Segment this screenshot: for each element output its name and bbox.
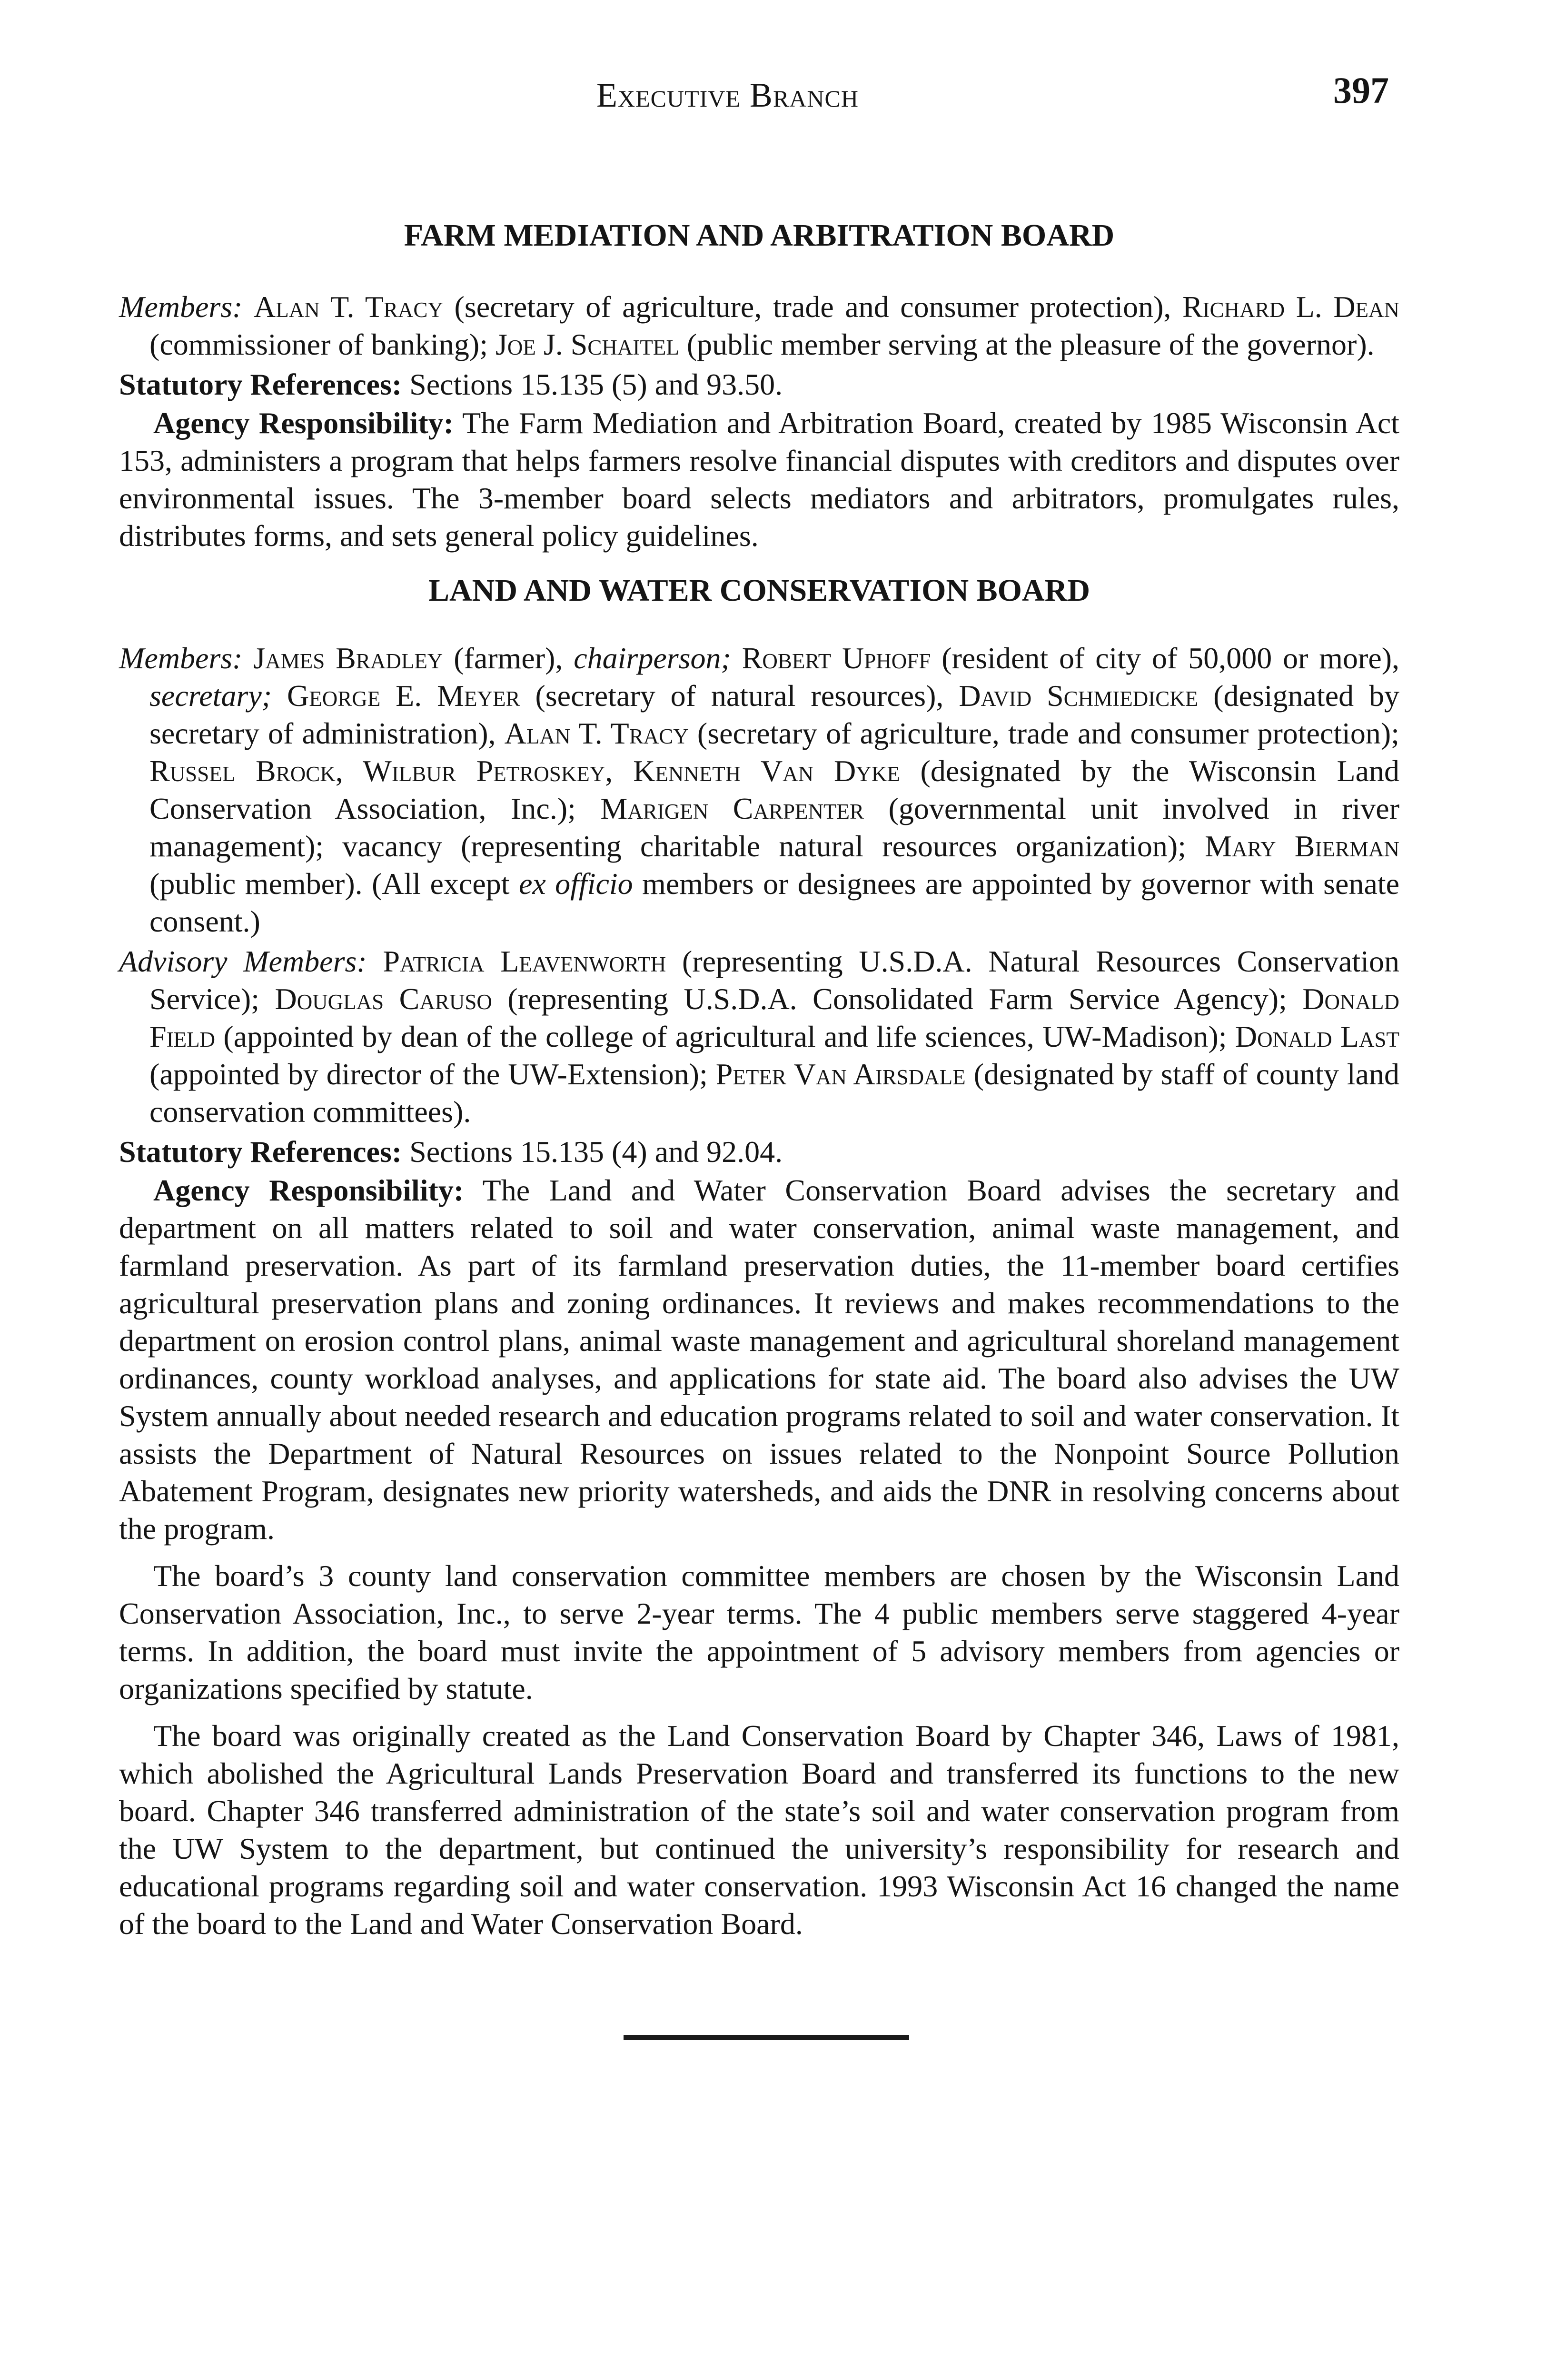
advisory-member-desc: (designated by staff of county land conservation committees). (149, 1057, 1400, 1129)
member-name: Alan T. Tracy (254, 290, 443, 324)
statutory-text: Sections 15.135 (5) and 93.50. (409, 367, 783, 401)
farm-board-heading: FARM MEDIATION AND ARBITRATION BOARD (404, 218, 1115, 253)
land-board-members (119, 639, 1399, 940)
members-note: (All except (372, 867, 510, 901)
farm-board-members (119, 288, 1399, 363)
land-board-agency-responsibility (119, 1171, 1399, 1547)
land-board-paragraph-3: The board was originally created as the Land Conservation Board by Chapter 346, Laws of 1981, which abolished the Agricultural Lands Preservation Board and transferred its functions to the new board. Chapter 346 transferred administration of the state’s soil and water conservation program from the UW System to the department, but continued the university’s responsibility for research and educational programs regarding soil and water conservation. 1993 Wisconsin Act 16 changed the name of the board to the Land and Water Conservation Board. (119, 1719, 1399, 1941)
member-desc: (public member serving at the pleasure of the governor). (686, 327, 1375, 361)
member-name: Marigen Carpenter (600, 792, 864, 825)
advisory-member-name: Donald Last (1235, 1020, 1400, 1053)
advisory-member-name: Peter Van Airsdale (715, 1057, 966, 1091)
member-desc: (commissioner of banking); (149, 327, 488, 361)
members-label: Members: (119, 290, 243, 324)
member-desc: (secretary of agriculture, trade and consumer protection); (697, 716, 1400, 750)
agency-text: The Farm Mediation and Arbitration Board, created by 1985 Wisconsin Act 153, administers a program that helps farmers resolve financial disputes with creditors and disputes over environmental issues. The 3-member board selects mediators and arbitrators, promulgates rules, distributes forms, and sets general policy guidelines. (119, 406, 1400, 553)
advisory-member-desc: (appointed by director of the UW-Extension); (149, 1057, 708, 1091)
land-board-statutory-references (119, 1133, 1399, 1170)
member-name: Richard L. Dean (1182, 290, 1400, 324)
advisory-member-name: Douglas Caruso (275, 982, 492, 1016)
advisory-member-desc: (representing U.S.D.A. Consolidated Farm Service Agency); (507, 982, 1287, 1016)
advisory-member-desc: (representing U.S.D.A. Natural Resources Conservation Service); (149, 944, 1400, 1016)
advisory-member-name: Donald Field (149, 982, 1400, 1053)
member-desc: (public member). (149, 867, 363, 901)
farm-board-statutory-references (119, 366, 1399, 403)
land-board-heading: LAND AND WATER CONSERVATION BOARD (428, 573, 1090, 608)
advisory-member-desc: (appointed by dean of the college of agricultural and life sciences, UW-Madison); (223, 1020, 1227, 1053)
running-head: Executive Branch (596, 76, 859, 114)
member-name: David Schmiedicke (959, 679, 1199, 713)
member-name: Mary Bierman (1205, 829, 1399, 863)
member-name: Joe J. Schaitel (495, 327, 679, 361)
member-desc: (designated by secretary of administration), (149, 679, 1400, 750)
land-board-advisory-members (119, 942, 1399, 1130)
agency-label: Agency Responsibility: (153, 406, 454, 440)
member-desc: (governmental unit involved in river management); vacancy (representing charitable natural resources organization); (149, 792, 1400, 863)
member-role: secretary; (149, 679, 272, 713)
member-desc: (secretary of natural resources), (535, 679, 944, 713)
advisory-label: Advisory Members: (119, 944, 367, 978)
land-board-paragraph-2: The board’s 3 county land conservation committee members are chosen by the Wisconsin Land Conservation Association, Inc., to serve 2-year terms. The 4 public members serve staggered 4-year terms. In addition, the board must invite the appointment of 5 advisory members from agencies or organizations specified by statute. (119, 1559, 1399, 1706)
agency-label: Agency Responsibility: (153, 1173, 464, 1207)
statutory-label: Statutory References: (119, 367, 402, 401)
member-desc: (secretary of agriculture, trade and consumer protection), (454, 290, 1171, 324)
page-content (119, 217, 1399, 1952)
section-end-rule (624, 2035, 909, 2040)
member-name: Alan T. Tracy (504, 716, 689, 750)
farm-board-agency-responsibility (119, 404, 1399, 555)
statutory-label: Statutory References: (119, 1135, 402, 1169)
page-number: 397 (1333, 69, 1389, 111)
advisory-member-name: Patricia Leavenworth (383, 944, 666, 978)
member-role: chairperson; (574, 641, 731, 675)
agency-text: The Land and Water Conservation Board advises the secretary and department on all matters related to soil and water conservation, animal waste management, and farmland preservation. As part of its farmland preservation duties, the 11-member board certifies agricultural preservation plans and zoning ordinances. It reviews and makes recommendations to the department on erosion control plans, animal waste management and agricultural shoreland management ordinances, county workload analyses, and applications for state aid. The board also advises the UW System annually about needed research and education programs related to soil and water conservation. It assists the Department of Natural Resources on issues related to the Nonpoint Source Pollution Abatement Program, designates new priority watersheds, and aids the DNR in resolving concerns about the program. (119, 1173, 1400, 1546)
member-name: Robert Uphoff (742, 641, 931, 675)
member-desc: (farmer), (454, 641, 563, 675)
member-name: George E. Meyer (287, 679, 520, 713)
members-note-italic: ex officio (518, 867, 633, 901)
members-note: members or designees are appointed by governor with senate consent.) (149, 867, 1400, 938)
statutory-text: Sections 15.135 (4) and 92.04. (409, 1135, 783, 1169)
member-name: Russel Brock, Wilbur Petroskey, Kenneth Van Dyke (149, 754, 900, 788)
member-name: James Bradley (253, 641, 443, 675)
member-desc: (resident of city of 50,000 or more), (941, 641, 1400, 675)
member-desc: (designated by the Wisconsin Land Conservation Association, Inc.); (149, 754, 1400, 825)
members-label: Members: (119, 641, 243, 675)
